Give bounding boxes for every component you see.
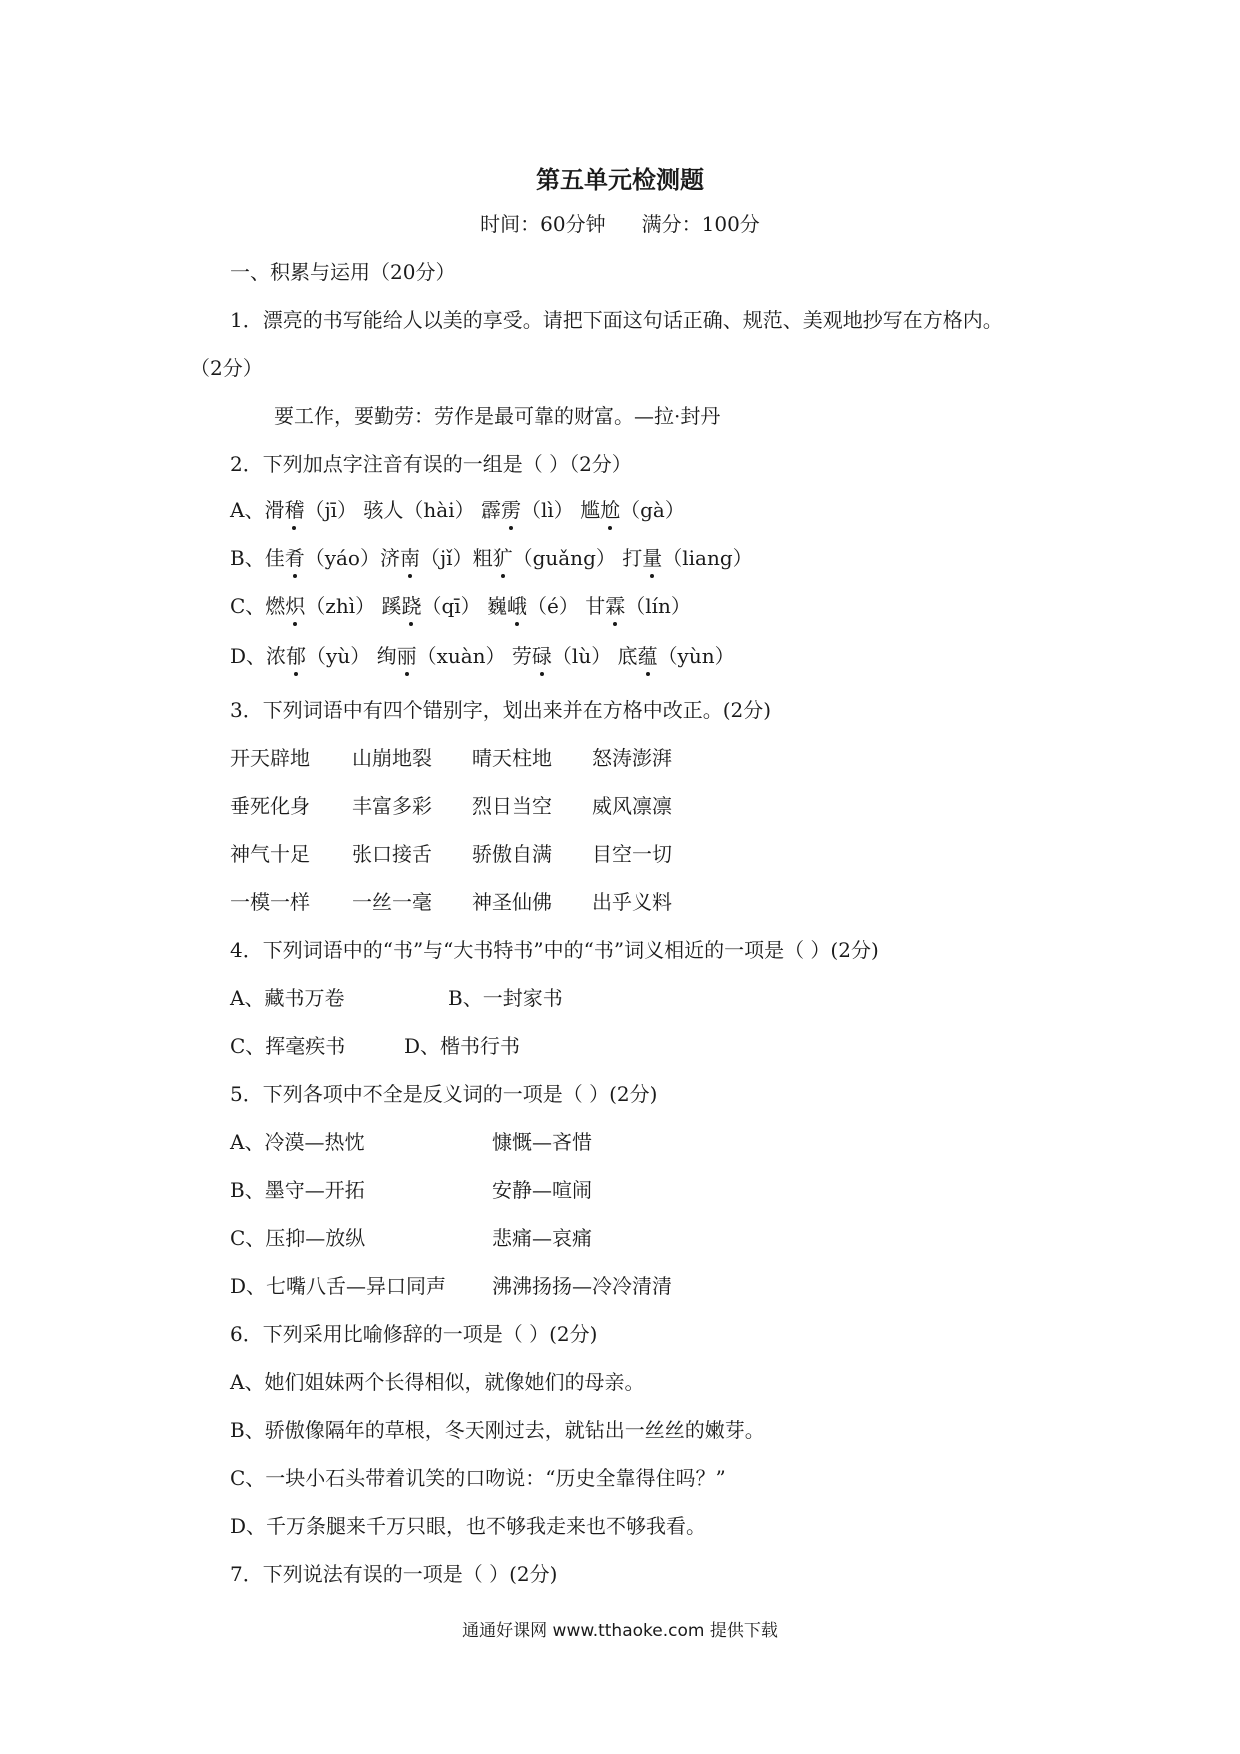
question-5-stem: 5．下列各项中不全是反义词的一项是（ ）(2分) — [230, 1082, 658, 1106]
question-5-option: D、七嘴八舌—异口同声 沸沸扬扬—冷冷清清 — [230, 1274, 672, 1298]
time-limit: 时间：60分钟 — [480, 212, 606, 236]
exam-info — [0, 208, 1240, 237]
page-title: 第五单元检测题 — [536, 166, 704, 194]
question-4-options-ab: A、藏书万卷 B、一封家书 — [230, 986, 563, 1010]
question-6-option-c: C、一块小石头带着讥笑的口吻说：“历史全靠得住吗？” — [230, 1466, 726, 1490]
question-2-option-c: C、燃炽（zhì） 蹊跷（qī） 巍峨（é） 甘霖（lín） — [230, 594, 691, 618]
question-6-stem: 6．下列采用比喻修辞的一项是（ ）(2分) — [230, 1322, 598, 1346]
question-5-option: A、冷漠—热忱 慷慨—吝惜 — [230, 1130, 592, 1154]
question-1-line-1: 1．漂亮的书写能给人以美的享受。请把下面这句话正确、规范、美观地抄写在方格内。 — [230, 308, 1003, 332]
question-4-options-cd: C、挥毫疾书 D、楷书行书 — [230, 1034, 521, 1058]
question-1-quote: 要工作，要勤劳：劳作是最可靠的财富。—拉·封丹 — [274, 404, 721, 428]
page-footer: 通通好课网 www.tthaoke.com 提供下载 — [462, 1621, 778, 1641]
question-3-row: 一模一样 一丝一毫 神圣仙佛 出乎义料 — [230, 890, 672, 914]
question-3-row: 开天辟地 山崩地裂 晴天柱地 怒涛澎湃 — [230, 746, 672, 770]
question-6-option-a: A、她们姐妹两个长得相似，就像她们的母亲。 — [230, 1370, 645, 1394]
question-4-stem: 4．下列词语中的“书”与“大书特书”中的“书”词义相近的一项是（ ）(2分) — [230, 938, 879, 962]
question-1-line-2: （2分） — [190, 356, 263, 380]
question-6-option-b: B、骄傲像隔年的草根，冬天刚过去，就钻出一丝丝的嫩芽。 — [230, 1418, 765, 1442]
question-2-stem: 2．下列加点字注音有误的一组是（ ）（2分） — [230, 452, 632, 476]
question-3-stem: 3．下列词语中有四个错别字，划出来并在方格中改正。(2分) — [230, 698, 772, 722]
question-3-row: 垂死化身 丰富多彩 烈日当空 威风凛凛 — [230, 794, 672, 818]
question-2-option-a: A、滑稽（jī） 骇人（hài） 霹雳（lì） 尴尬（gà） — [230, 498, 685, 522]
question-5-option: C、压抑—放纵 悲痛—哀痛 — [230, 1226, 592, 1250]
section-heading: 一、积累与运用（20分） — [230, 260, 456, 284]
full-score: 满分：100分 — [641, 212, 760, 236]
question-6-option-d: D、千万条腿来千万只眼，也不够我走来也不够我看。 — [230, 1514, 707, 1538]
question-3-row: 神气十足 张口接舌 骄傲自满 目空一切 — [230, 842, 672, 866]
question-2-option-b: B、佳肴（yáo）济南（jǐ）粗犷（guǎng） 打量（liang） — [230, 546, 753, 570]
question-2-option-d: D、浓郁（yù） 绚丽（xuàn） 劳碌（lù） 底蕴（yùn） — [230, 644, 735, 668]
question-7-stem: 7．下列说法有误的一项是（ ）(2分) — [230, 1562, 558, 1586]
question-5-option: B、墨守—开拓 安静—喧闹 — [230, 1178, 592, 1202]
